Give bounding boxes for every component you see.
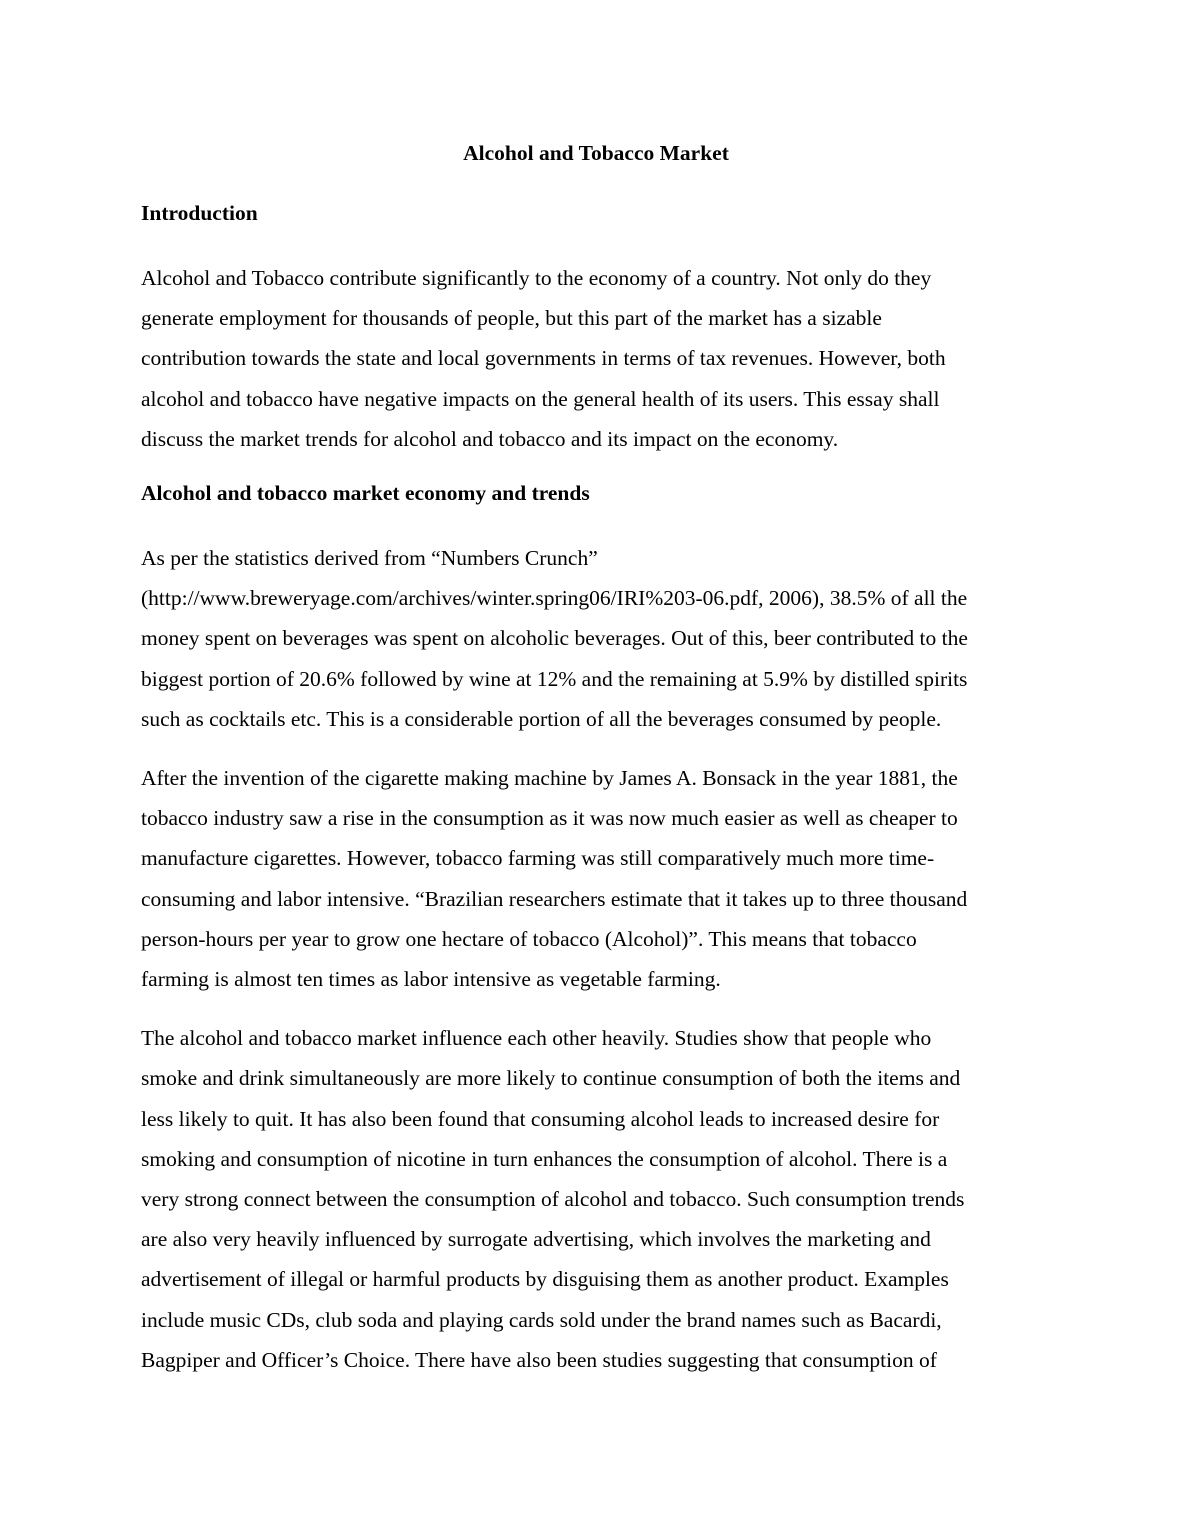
paragraph-tobacco-history: [141, 758, 1051, 999]
text-line: Alcohol and Tobacco contribute significantly to the economy of a country. Not only do they: [141, 266, 932, 290]
document-body: [141, 138, 1051, 1399]
text-line: consuming and labor intensive. “Brazilian researchers estimate that it takes up to three thousand: [141, 886, 968, 911]
text-line: After the invention of the cigarette making machine by James A. Bonsack in the year 1881, the: [141, 766, 958, 791]
text-line: smoking and consumption of nicotine in turn enhances the consumption of alcohol. There is a: [141, 1146, 948, 1171]
text-line: manufacture cigarettes. However, tobacco farming was still comparatively much more time-: [141, 846, 935, 871]
text-line: less likely to quit. It has also been found that consuming alcohol leads to increased desire for: [141, 1106, 940, 1131]
text-line: Bagpiper and Officer’s Choice. There have also been studies suggesting that consumption of: [141, 1347, 937, 1372]
text-line: contribution towards the state and local governments in terms of tax revenues. However, both: [141, 346, 946, 371]
section-heading-introduction: Introduction: [141, 201, 258, 225]
text-line: farming is almost ten times as labor intensive as vegetable farming.: [141, 967, 721, 992]
text-line: smoke and drink simultaneously are more likely to continue consumption of both the items and: [141, 1066, 961, 1091]
text-line: include music CDs, club soda and playing cards sold under the brand names such as Bacardi,: [141, 1307, 942, 1332]
paragraph-market-influence: [141, 1018, 1051, 1380]
text-line: alcohol and tobacco have negative impacts on the general health of its users. This essay shall: [141, 386, 940, 411]
paragraph-beverage-statistics: [141, 538, 1051, 739]
document-title: Alcohol and Tobacco Market: [463, 141, 729, 165]
text-line: (http://www.breweryage.com/archives/winter.spring06/IRI%203-06.pdf, 2006), 38.5% of all the: [141, 586, 968, 611]
text-line: generate employment for thousands of people, but this part of the market has a sizable: [141, 306, 882, 331]
text-line: As per the statistics derived from “Numbers Crunch”: [141, 546, 598, 571]
paragraph-introduction: [141, 258, 1051, 459]
text-line: person-hours per year to grow one hectare of tobacco (Alcohol)”. This means that tobacco: [141, 926, 917, 951]
section-heading-market-trends: Alcohol and tobacco market economy and trends: [141, 481, 590, 506]
text-line: such as cocktails etc. This is a considerable portion of all the beverages consumed by people.: [141, 706, 942, 731]
text-line: discuss the market trends for alcohol and tobacco and its impact on the economy.: [141, 426, 839, 451]
text-line: tobacco industry saw a rise in the consumption as it was now much easier as well as cheaper to: [141, 806, 958, 831]
text-line: The alcohol and tobacco market influence each other heavily. Studies show that people who: [141, 1026, 932, 1051]
text-line: are also very heavily influenced by surrogate advertising, which involves the marketing and: [141, 1227, 931, 1252]
text-line: very strong connect between the consumption of alcohol and tobacco. Such consumption trends: [141, 1187, 965, 1212]
text-line: advertisement of illegal or harmful products by disguising them as another product. Examples: [141, 1267, 949, 1292]
text-line: biggest portion of 20.6% followed by wine at 12% and the remaining at 5.9% by distilled spirits: [141, 666, 968, 691]
text-line: money spent on beverages was spent on alcoholic beverages. Out of this, beer contributed to the: [141, 626, 968, 651]
